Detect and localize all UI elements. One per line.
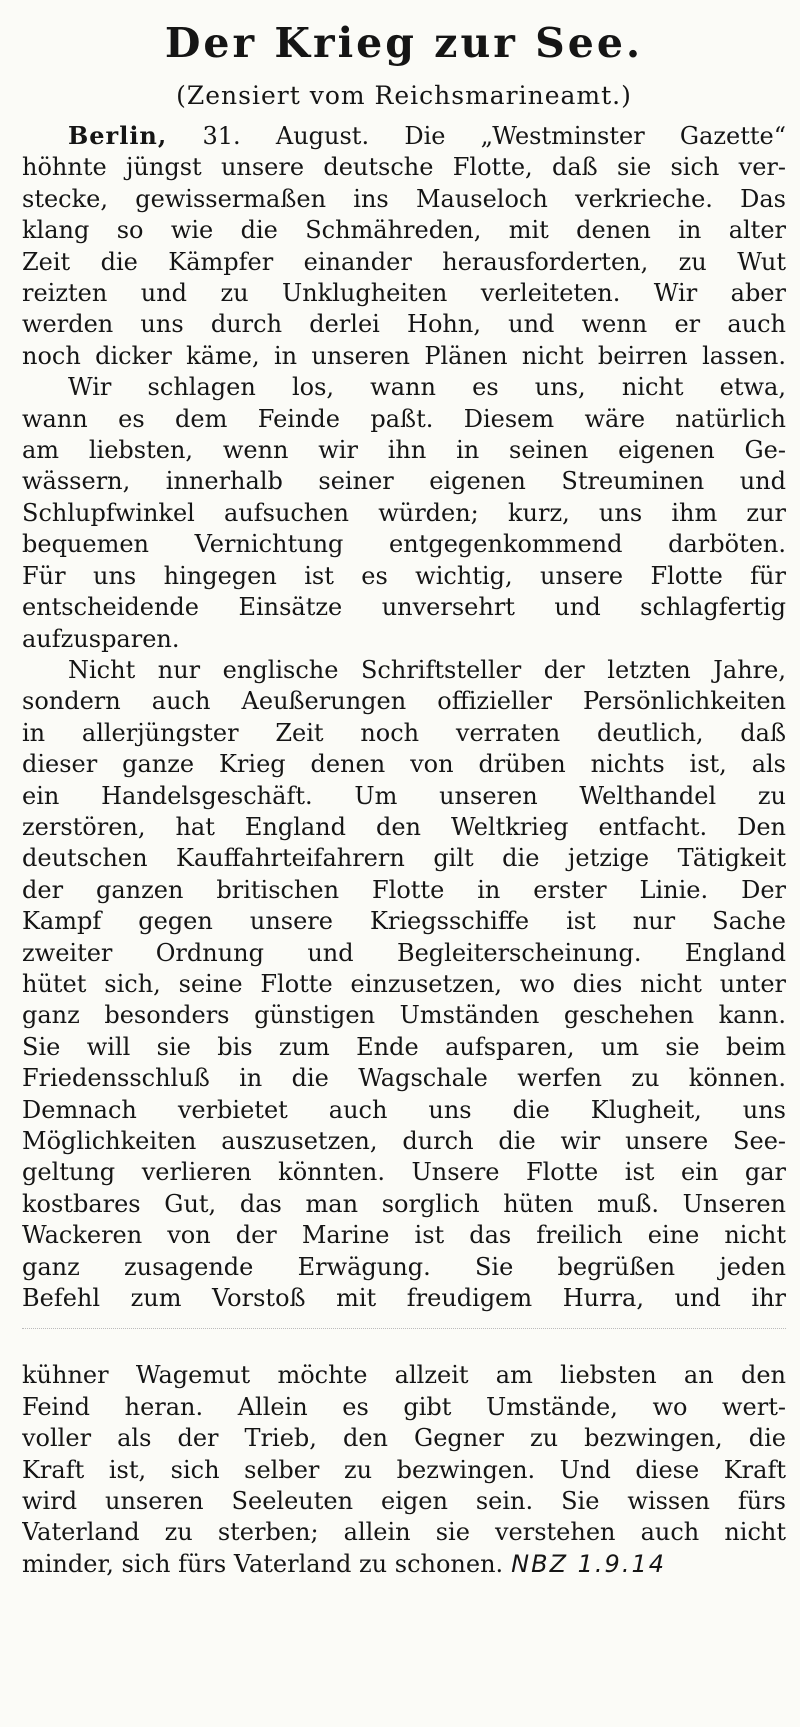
text-line: ganz zusagende Erwägung. Sie begrüßen jeden	[22, 1252, 786, 1281]
text-line: höhnte jüngst unsere deutsche Flotte, daß sie sich ver-	[22, 153, 786, 182]
handwritten-annotation: NBZ 1.9.14	[511, 1549, 666, 1578]
paragraph-1	[22, 120, 786, 372]
text-line: Vaterland zu sterben; allein sie verstehen auch nicht	[22, 1518, 786, 1547]
text-line: deutschen Kauffahrteifahrern gilt die jetzige Tätigkeit	[22, 844, 786, 873]
text-line: aufzusparen.	[22, 624, 180, 653]
text-line: voller als der Trieb, den Gegner zu bezwingen, die	[22, 1424, 786, 1453]
text-line: Möglichkeiten auszusetzen, durch die wir unsere See-	[22, 1127, 786, 1155]
text-line: hütet sich, seine Flotte einzusetzen, wo dies nicht unter	[22, 969, 786, 998]
text-line: kühner Wagemut möchte allzeit am liebsten an den	[22, 1361, 786, 1390]
text-line	[22, 1549, 786, 1580]
text-line: stecke, gewissermaßen ins Mauseloch verkrieche. Das	[22, 184, 786, 213]
article-title: Der Krieg zur See.	[164, 19, 644, 67]
text-line: werden uns durch derlei Hohn, und wenn er auch	[22, 310, 786, 339]
text-line: dieser ganze Krieg denen von drüben nichts ist, als	[22, 750, 786, 779]
article-subtitle: (Zensiert vom Reichsmarineamt.)	[176, 81, 632, 110]
text-line: Für uns hingegen ist es wichtig, unsere Flotte für	[22, 561, 786, 590]
text-line: ganz besonders günstigen Umständen geschehen kann.	[22, 1001, 786, 1030]
paragraph-4	[22, 1360, 786, 1580]
text-line: Friedensschluß in die Wagschale werfen zu können.	[22, 1064, 786, 1093]
column-break-divider	[22, 1328, 786, 1332]
text-line: Wackeren von der Marine ist das freilich eine nicht	[22, 1221, 786, 1250]
text-line: ein Handelsgeschäft. Um unseren Welthandel zu	[22, 781, 786, 810]
text-line: bequemen Vernichtung entgegenkommend darböten.	[22, 530, 786, 559]
text-line: Feind heran. Allein es gibt Umstände, wo wert-	[22, 1392, 786, 1421]
text-line: klang so wie die Schmähreden, mit denen in alter	[22, 216, 786, 245]
text-line: wird unseren Seeleuten eigen sein. Sie wissen fürs	[22, 1487, 786, 1516]
text-line: entscheidende Einsätze unversehrt und schlagfertig	[22, 593, 786, 622]
paragraph-2	[22, 372, 786, 655]
text-line: Nicht nur englische Schriftsteller der letzten Jahre,	[68, 655, 786, 684]
text-line: der ganzen britischen Flotte in erster Linie. Der	[22, 875, 786, 904]
text-line: am liebsten, wenn wir ihn in seinen eigenen Ge-	[22, 436, 786, 465]
text-line: Kampf gegen unsere Kriegsschiffe ist nur Sache	[22, 907, 786, 936]
text-line: Kraft ist, sich selber zu bezwingen. Und diese Kraft	[22, 1455, 786, 1484]
text-line: Demnach verbietet auch uns die Klugheit, uns	[22, 1095, 786, 1124]
text-line: zerstören, hat England den Weltkrieg entfacht. Den	[22, 812, 786, 841]
text-line: Wir schlagen los, wann es uns, nicht etwa,	[68, 373, 786, 402]
text-line: noch dicker käme, in unseren Plänen nicht beirren lassen.	[22, 341, 786, 370]
text-line: in allerjüngster Zeit noch verraten deutlich, daß	[22, 718, 786, 747]
text-line: Zeit die Kämpfer einander herausforderten, zu Wut	[22, 247, 786, 276]
text-line: kostbares Gut, das man sorglich hüten muß. Unseren	[22, 1189, 786, 1218]
text-line: Berlin, 31. August. Die „Westminster Gazette“	[68, 121, 786, 150]
dateline: Berlin,	[68, 121, 168, 150]
text-line: Schlupfwinkel aufsuchen würden; kurz, uns ihm zur	[22, 498, 786, 527]
text-line: geltung verlieren könnten. Unsere Flotte ist ein gar	[22, 1158, 786, 1187]
text-line: wässern, innerhalb seiner eigenen Streuminen und	[22, 467, 786, 496]
text-line: Befehl zum Vorstoß mit freudigem Hurra, und ihr	[22, 1284, 786, 1313]
text-line: wann es dem Feinde paßt. Diesem wäre natürlich	[22, 404, 786, 433]
article-date: 31. August.	[202, 122, 370, 150]
paragraph-3	[22, 655, 786, 1315]
text-line: zweiter Ordnung und Begleiterscheinung. England	[22, 938, 786, 967]
closing-sentence: minder, sich fürs Vaterland zu schonen.	[22, 1549, 504, 1578]
text-line: sondern auch Aeußerungen offizieller Persönlichkeiten	[22, 687, 786, 716]
text-line: Sie will sie bis zum Ende aufsparen, um sie beim	[22, 1032, 786, 1061]
text-line: reizten und zu Unklugheiten verleiteten. Wir aber	[22, 279, 786, 308]
